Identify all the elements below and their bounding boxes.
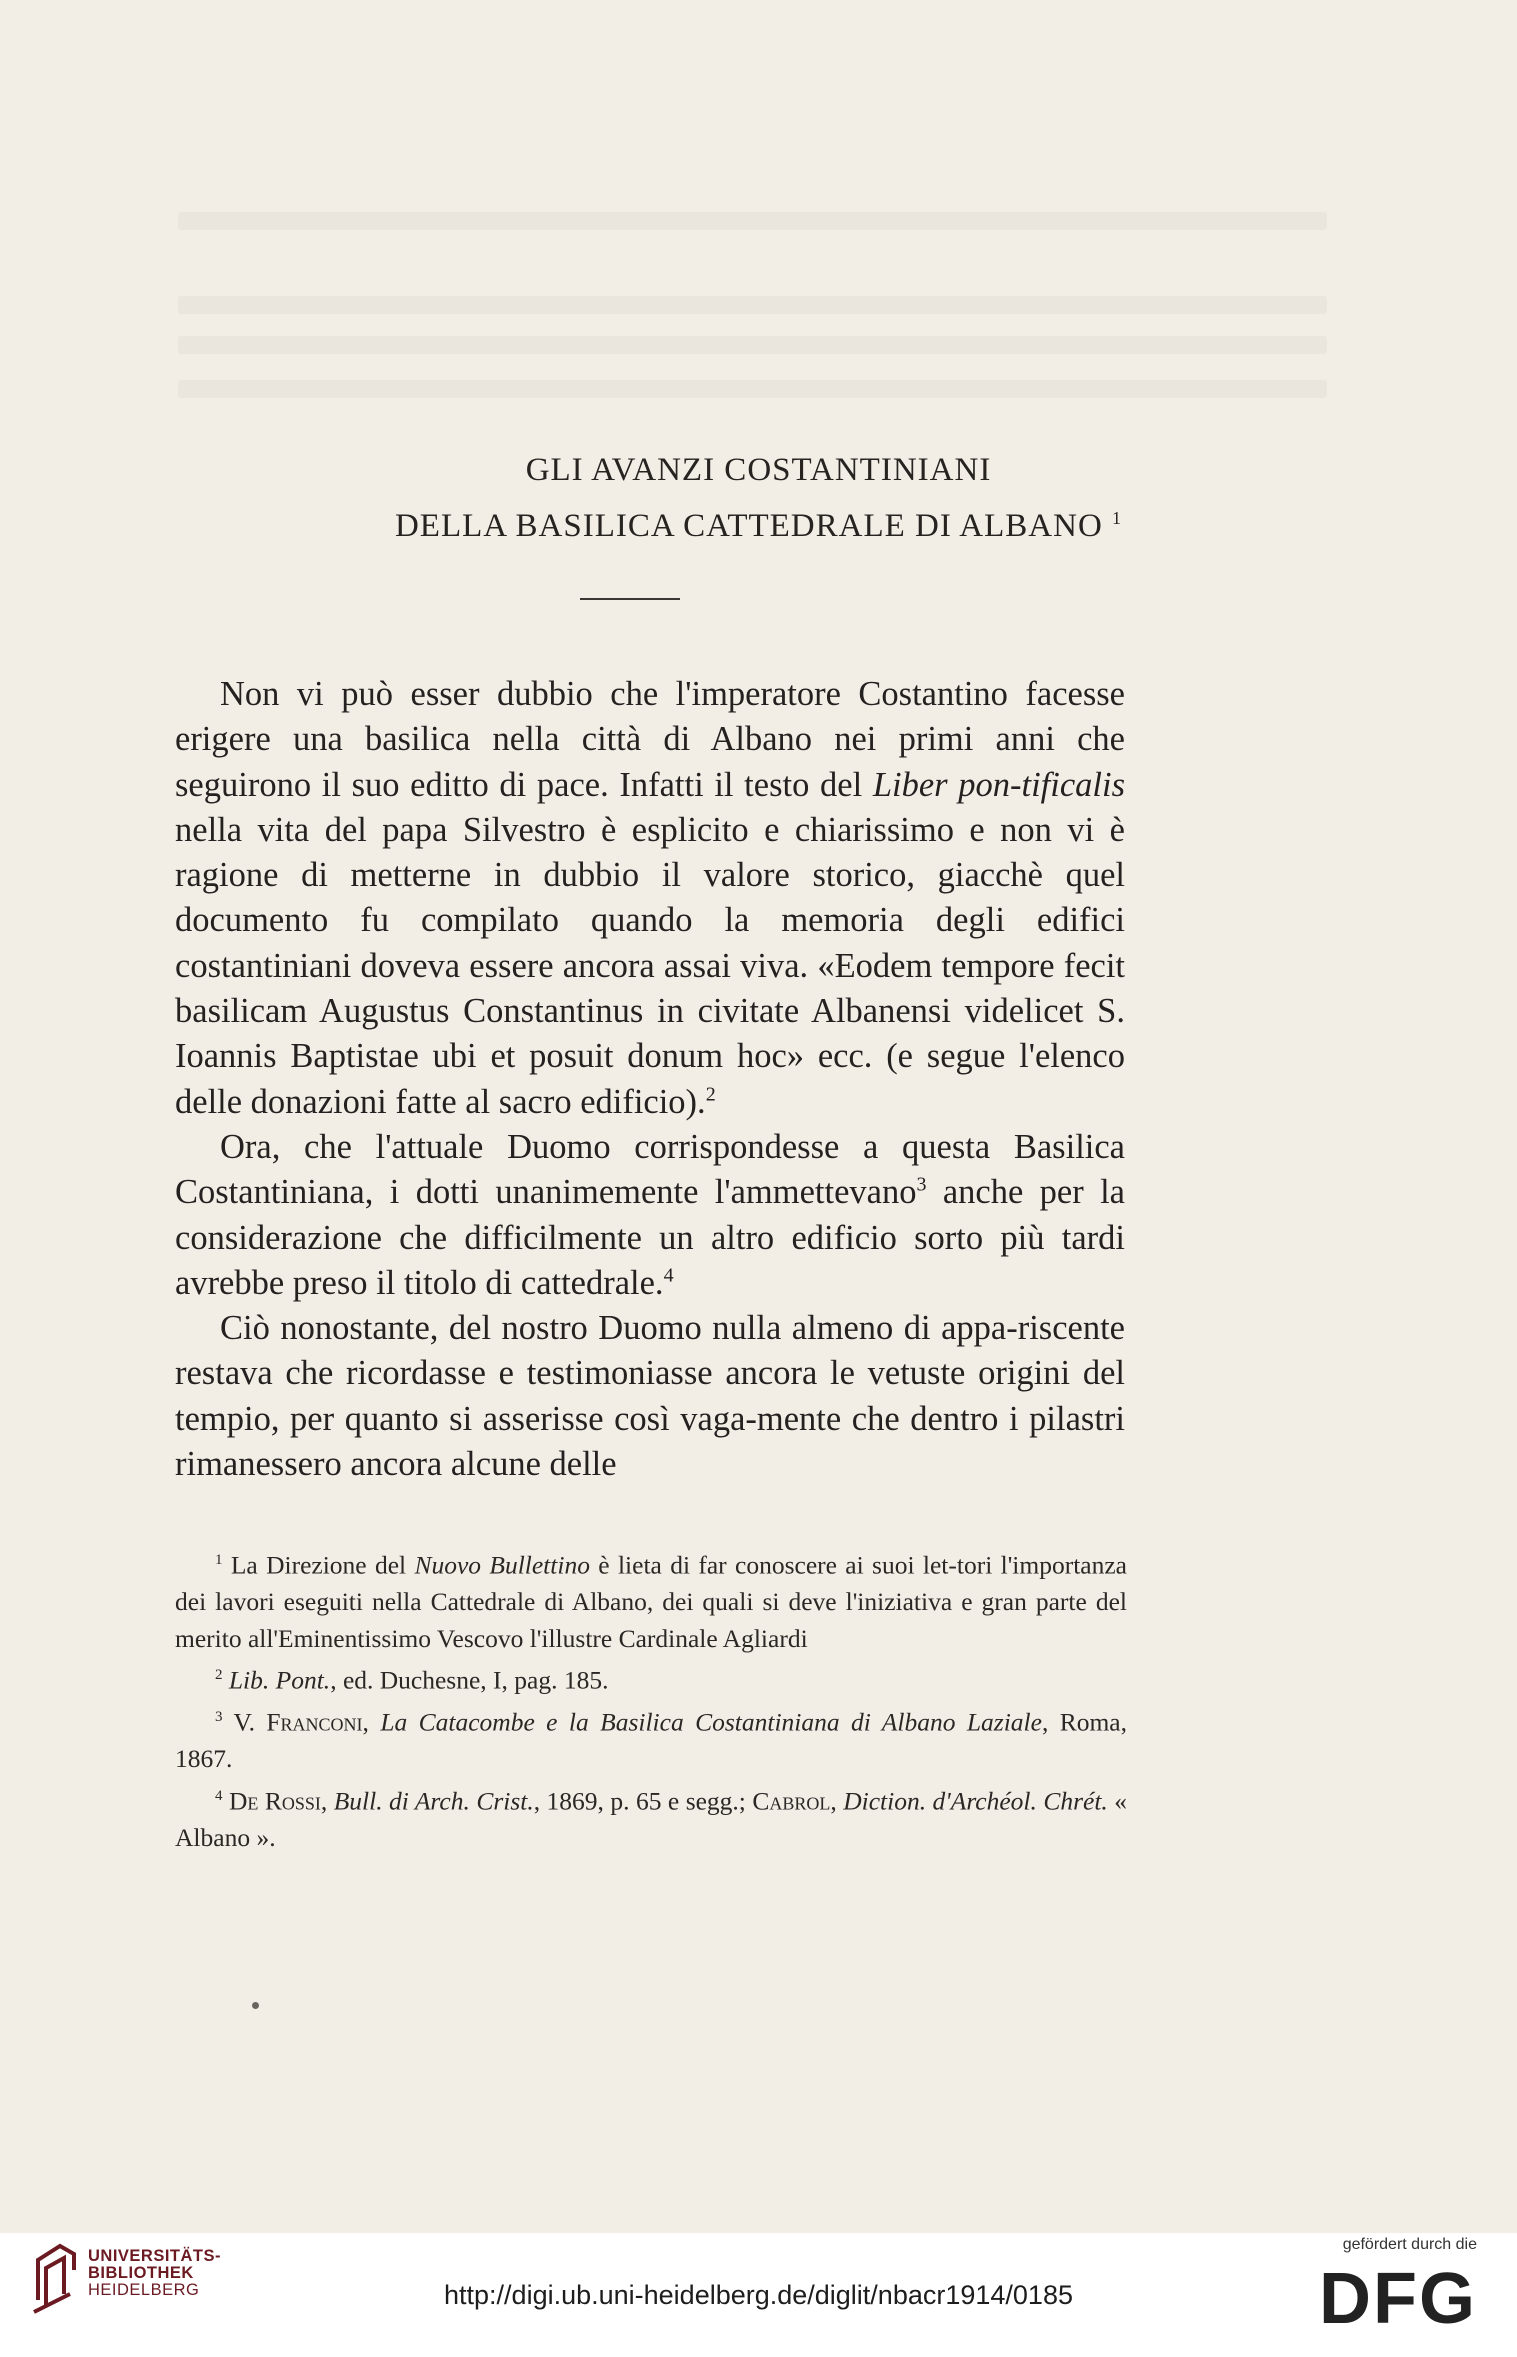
- footnote-number: 1: [215, 1552, 223, 1568]
- title-divider: [580, 598, 680, 600]
- footnote-text: ,: [320, 1786, 334, 1816]
- footnote-italic: La Catacombe e la Basilica Costantiniana di Albano Laziale: [380, 1707, 1042, 1737]
- library-name-line: HEIDELBERG: [88, 2281, 200, 2299]
- bleed-through-line: [178, 336, 1327, 354]
- paragraph-text: anche per la considerazione che difficilmente un altro edificio sorto più tardi avrebbe preso il titolo di cattedrale.: [175, 1173, 1125, 1302]
- paragraph: [175, 672, 1125, 1125]
- footnote-text: , Roma, 1867.: [175, 1707, 1127, 1774]
- permalink[interactable]: http://digi.ub.uni-heidelberg.de/diglit/nbacr1914/0185: [444, 2280, 1073, 2310]
- paragraph-text: Ciò nonostante, del nostro Duomo nulla almeno di appa-riscente restava che ricordasse e testimoniasse ancora le vetuste origini del tempio, per quanto si asserisse così vaga-mente che dentro i pilastri rimanessero ancora alcune delle: [175, 1309, 1125, 1484]
- paragraph: [175, 1306, 1125, 1487]
- footnote-ref: 4: [663, 1264, 674, 1287]
- footnote: [175, 1699, 1127, 1778]
- ink-spot: [252, 2002, 259, 2009]
- footnote-author: Franconi: [266, 1707, 363, 1737]
- paragraph-text: Ora, che l'attuale Duomo corrispondesse a questa Basilica Costantiniana, i dotti unanimemente l'ammettevano: [175, 1127, 1125, 1212]
- library-name-line: UNIVERSITÄTS-: [88, 2247, 222, 2265]
- library-name-line: BIBLIOTHEK: [88, 2264, 194, 2282]
- footnote-author: De Rossi: [228, 1786, 321, 1816]
- paragraph-text: Non vi può esser dubbio che l'imperatore Costantino facesse erigere una basilica nella città di Albano nei primi anni che seguirono il suo editto di pace. Infatti il testo del: [175, 675, 1125, 804]
- footnote-ref: 1: [1112, 508, 1123, 528]
- page-title: GLI AVANZI COSTANTINIANI: [525, 452, 992, 488]
- bleed-through-line: [178, 212, 1327, 230]
- footnote-text: « Albano ».: [175, 1786, 1128, 1853]
- footnote-number: 2: [215, 1667, 223, 1684]
- footnote-text: è lieta di far conoscere ai suoi let-tori l'importanza dei lavori eseguiti nella Cattedrale di Albano, dei quali si deve l'iniziativa e gran parte del merito all'Eminentissimo Vescovo l'illustre Cardinale Agliardi: [175, 1550, 1128, 1653]
- footnotes: [175, 1542, 1127, 1857]
- footnote: [175, 1778, 1127, 1857]
- footnote-author: Cabrol: [752, 1786, 831, 1816]
- footnote: [175, 1542, 1127, 1657]
- article-body: [175, 672, 1125, 1487]
- dfg-logo[interactable]: DFG: [1319, 2259, 1477, 2339]
- italic-title: Liber pon-tificalis: [872, 765, 1125, 804]
- subtitle-text: DELLA BASILICA CATTEDRALE DI ALBANO: [394, 508, 1103, 544]
- footnote-text: V.: [233, 1707, 267, 1737]
- footnote-italic: Lib. Pont.: [228, 1665, 331, 1695]
- footnote-text: ,: [362, 1707, 381, 1737]
- bleed-through-line: [178, 380, 1327, 398]
- footnote-number: 4: [215, 1788, 223, 1805]
- footnote-italic: Bull. di Arch. Crist.: [333, 1786, 534, 1816]
- footnote-text: , 1869, p. 65 e segg.;: [533, 1786, 753, 1816]
- sponsor-caption: gefördert durch die: [1342, 2236, 1477, 2253]
- bleed-through-line: [178, 296, 1327, 314]
- footnote-ref: 3: [916, 1173, 927, 1196]
- paragraph-text: nella vita del papa Silvestro è esplicito e chiarissimo e non vi è ragione di metterne in dubbio il valore storico, giacchè quel documento fu compilato quando la memoria degli edifici costantiniani doveva essere ancora assai viva. «Eodem tempore fecit basilicam Augustus Constantinus in civitate Albanensi videlicet S. Ioannis Baptistae ubi et posuit donum hoc» ecc. (e segue l'elenco delle donazioni fatte al sacro edificio).: [175, 810, 1125, 1121]
- footnote-text: , ed. Duchesne, I, pag. 185.: [330, 1665, 609, 1695]
- footnote-italic: Nuovo Bullettino: [414, 1550, 590, 1580]
- footnote-ref: 2: [705, 1083, 716, 1106]
- paragraph: [175, 1125, 1125, 1306]
- page-subtitle: [0, 508, 1517, 545]
- footnote-italic: Diction. d'Archéol. Chrét.: [843, 1786, 1108, 1816]
- footnote: [175, 1657, 1127, 1699]
- footnote-text: ,: [830, 1786, 844, 1816]
- footnote-text: La Direzione del: [230, 1550, 415, 1580]
- footnote-number: 3: [215, 1709, 223, 1726]
